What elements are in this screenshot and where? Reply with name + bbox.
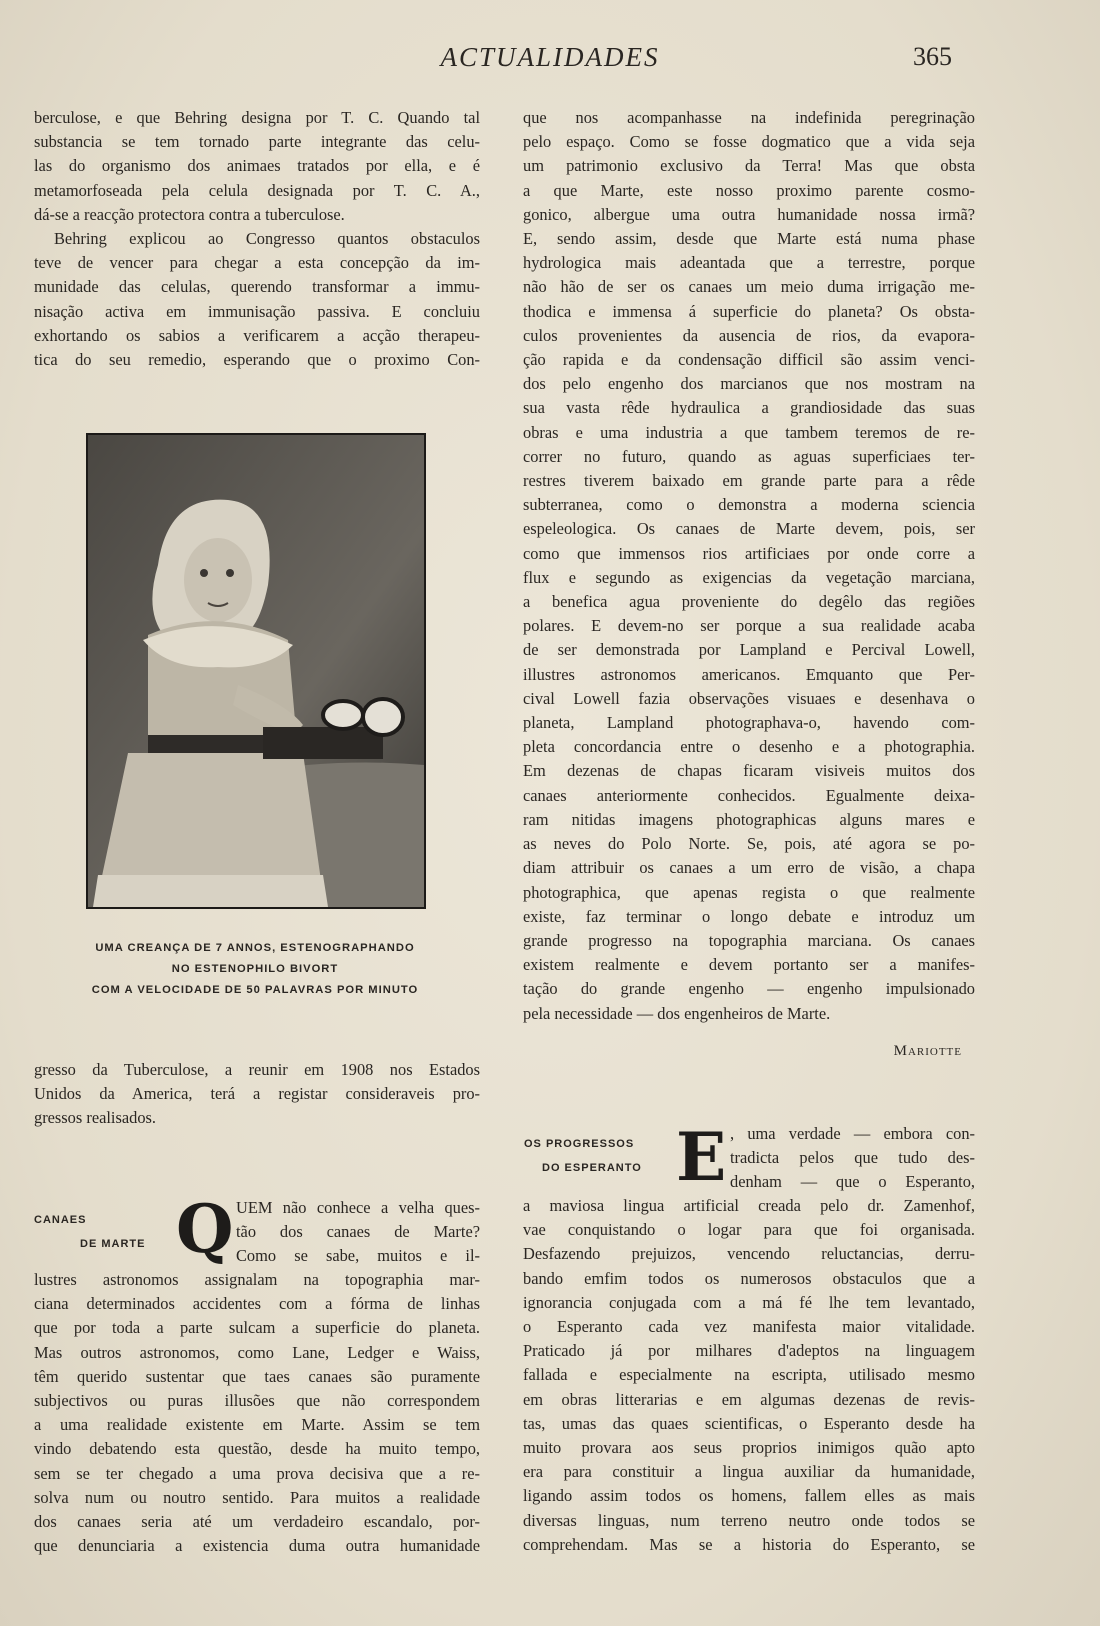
text-line: vindo debatendo esta questão, desde ha muito tempo, [34,1439,480,1459]
left-column-continuation [34,1058,480,1131]
text-line: , uma verdade — embora con- [730,1124,975,1143]
text-line: UEM não conhece a velha ques- [236,1198,480,1217]
text-line: diversas linguas, num terreno neutro onde todos se [523,1510,975,1530]
text-line: ciana determinados accidentes com a fórma de linhas [34,1294,480,1314]
text-line: não hão de ser os canaes um meio duma irrigação me- [523,277,975,297]
text-line: gressos realisados. [34,1108,156,1128]
text-line: planeta, Lampland photographava-o, havendo com- [523,713,975,733]
canaes-body-text [34,1268,480,1558]
photograph-caption [60,938,450,1001]
section-label-canaes: CANAES [34,1214,87,1226]
text-line: pela necessidade — dos engenheiros de Marte. [523,1003,831,1023]
right-column-canaes-continuation [523,106,975,1026]
text-line: solva num ou noutro sentido. Para muitos a realidade [34,1487,480,1507]
esperanto-body-text [523,1194,975,1557]
text-line: gonico, albergue uma outra humanidade nossa irmã? [523,204,975,224]
text-line: tica do seu remedio, esperando que o proximo Con- [34,350,480,370]
text-line: comprehendam. Mas se a historia do Esperanto, se [523,1534,975,1554]
text-line: sua vasta rêde hydraulica a grandiosidade das suas [523,398,975,418]
text-line: subterranea, como o demonstra a moderna sciencia [523,495,975,515]
text-line: têm querido sustentar que taes canaes são puramente [34,1366,480,1386]
section-label-os-progressos: OS PROGRESSOS [524,1138,635,1150]
esperanto-opening-lines [730,1122,975,1195]
text-line: polares. E devem-no ser porque a sua realidade acaba [523,616,975,636]
text-line: existe, faz terminar o longo debate e introduz um [523,906,975,926]
text-line: canaes anteriormente conhecidos. Egualmente deixa- [523,785,975,805]
text-line: tação do grande engenho — engenho impulsionado [523,979,975,999]
text-line: teve de vencer para chegar a esta concepção da im- [34,253,480,273]
text-line: Mas outros astronomos, como Lane, Ledger e Waiss, [34,1342,480,1362]
text-line: illustres astronomos americanos. Emquanto que Per- [523,664,975,684]
text-line: a benefica agua proveniente do degêlo das regiões [523,592,975,612]
text-line: dos pelo engenho dos marcianos que nos mostram na [523,374,975,394]
canaes-opening-lines [236,1196,480,1269]
text-line: thodica e immensa á superficie do planeta? Os obsta- [523,301,975,321]
text-line: munidade das celulas, querendo transformar a immu- [34,277,480,297]
text-line: obras e uma industria a que tambem teremos de re- [523,422,975,442]
text-line: de ser demonstrada por Lampland e Percival Lowell, [523,640,975,660]
text-line: que denunciaria a existencia duma outra humanidade [34,1536,480,1556]
text-line: E, sendo assim, desde que Marte está numa phase [523,229,975,249]
text-line: tradicta pelos que tudo des- [730,1148,975,1168]
text-line: Desfazendo prejuizos, vencendo reluctancias, derru- [523,1244,975,1264]
left-column-top-text [34,106,480,372]
text-line: tão dos canaes de Marte? [236,1222,480,1242]
text-line: o Esperanto cada vez manifesta maior vitalidade. [523,1317,975,1337]
text-line: hydrologica mais adeantada que a terrestre, porque [523,253,975,273]
caption-line: NO ESTENOPHILO BIVORT [171,963,339,975]
text-line: espeleologica. Os canaes de Marte devem, pois, ser [523,519,975,539]
photograph-child-stenographer [86,433,426,909]
text-line: gresso da Tuberculose, a reunir em 1908 nos Estados [34,1060,480,1079]
page-number: 365 [913,42,952,71]
text-line: pleta concordancia entre o desenho e a photographia. [523,737,975,757]
text-line: diam attribuir os canaes a um erro de visão, a chapa [523,858,975,878]
text-line: muito provara aos seus proprios inimigos quão apto [523,1438,975,1458]
text-line: um patrimonio exclusivo da Terra! Mas que obsta [523,156,975,176]
text-line: a maviosa lingua artificial creada pelo dr. Zamenhof, [523,1196,975,1215]
section-label-de-marte: DE MARTE [80,1238,146,1250]
text-line: restres tiverem baixado em grande parte para a rêde [523,471,975,491]
text-line: vae conquistando o logar para que foi organisada. [523,1220,975,1240]
running-header-title: ACTUALIDADES [440,42,660,72]
caption-line: UMA CREANÇA DE 7 ANNOS, ESTENOGRAPHANDO [95,942,415,954]
text-line: dá-se a reacção protectora contra a tuberculose. [34,204,345,224]
text-line: Unidos da America, terá a registar consideraveis pro- [34,1084,480,1104]
text-line: denham — que o Esperanto, [730,1172,975,1192]
text-line: ram nitidas imagens photographicas alguns mares e [523,809,975,829]
text-line: existem realmente e devem portanto ser a manifes- [523,955,975,975]
dropcap-e: E [676,1118,727,1196]
text-line: exhortando os sabios a verificarem a acção therapeu- [34,325,480,345]
text-line: a que Marte, este nosso proximo parente cosmo- [523,180,975,200]
text-line: em obras litterarias e em algumas dezenas de revis- [523,1389,975,1409]
text-line: photographica, que apenas regista o que realmente [523,882,975,902]
section-label-do-esperanto: DO ESPERANTO [542,1162,642,1174]
text-line: ção rapida e da condensação difficil são assim venci- [523,350,975,370]
text-line: subjectivos ou puras illusões que não correspondem [34,1391,480,1411]
text-line: ligando assim todos os homens, fallem elles as mais [523,1486,975,1506]
text-line: Praticado já por milhares d'adeptos na linguagem [523,1341,975,1361]
text-line: que por toda a parte sulcam a superficie do planeta. [34,1318,480,1338]
text-line: fallada e especialmente na escripta, utilisado mesmo [523,1365,975,1385]
text-line: ignorancia conjugada com a má fé lhe tem levantado, [523,1292,975,1312]
text-line: Em dezenas de chapas ficaram visiveis muitos dos [523,761,975,781]
text-line: cival Lowell fazia observações visuaes e desenhava o [523,688,975,708]
text-line: pelo espaço. Como se fosse dogmatico que a vida seja [523,132,975,152]
text-line: culos provenientes da ausencia de rios, da evapora- [523,325,975,345]
text-line: flux e segundo as exigencias da vegetação marciana, [523,567,975,587]
text-line: metamorfoseada pela celula designada por T. C. A., [34,180,480,200]
text-line: dos canaes seria até um verdadeiro escandalo, por- [34,1512,480,1532]
text-line: las do organismo dos animaes tratados por ella, e é [34,156,480,176]
text-line: lustres astronomos assignalam na topographia mar- [34,1270,480,1289]
text-line: substancia se tem tornado parte integrante das celu- [34,132,480,152]
text-line: Como se sabe, muitos e il- [236,1246,480,1266]
photograph-image [88,435,424,907]
text-line: como que immensos rios artificiaes por onde corre a [523,543,975,563]
text-line: tas, umas das quaes scientificas, o Esperanto desde ha [523,1413,975,1433]
text-line: era para constituir a lingua auxiliar da humanidade, [523,1462,975,1482]
dropcap-q: Q [176,1190,234,1268]
text-line: que nos acompanhasse na indefinida peregrinação [523,108,975,127]
caption-line: COM A VELOCIDADE DE 50 PALAVRAS POR MINUTO [91,984,419,996]
text-line: as neves do Polo Norte. Se, pois, até agora se po- [523,834,975,854]
text-line: berculose, e que Behring designa por T. C. Quando tal [34,108,480,127]
text-line: sem se ter chegado a uma prova decisiva que a re- [34,1463,480,1483]
text-line: nisação activa em immunisação passiva. E concluiu [34,301,480,321]
text-line: grande progresso na topographia marciana. Os canaes [523,930,975,950]
author-signature: Mariotte [893,1043,962,1059]
text-line: Behring explicou ao Congresso quantos obstaculos [54,229,480,249]
text-line: bando emfim todos os numerosos obstaculos que a [523,1268,975,1288]
text-line: a uma realidade existente em Marte. Assim se tem [34,1415,480,1435]
text-line: correr no futuro, quando as aguas superficiaes ter- [523,446,975,466]
